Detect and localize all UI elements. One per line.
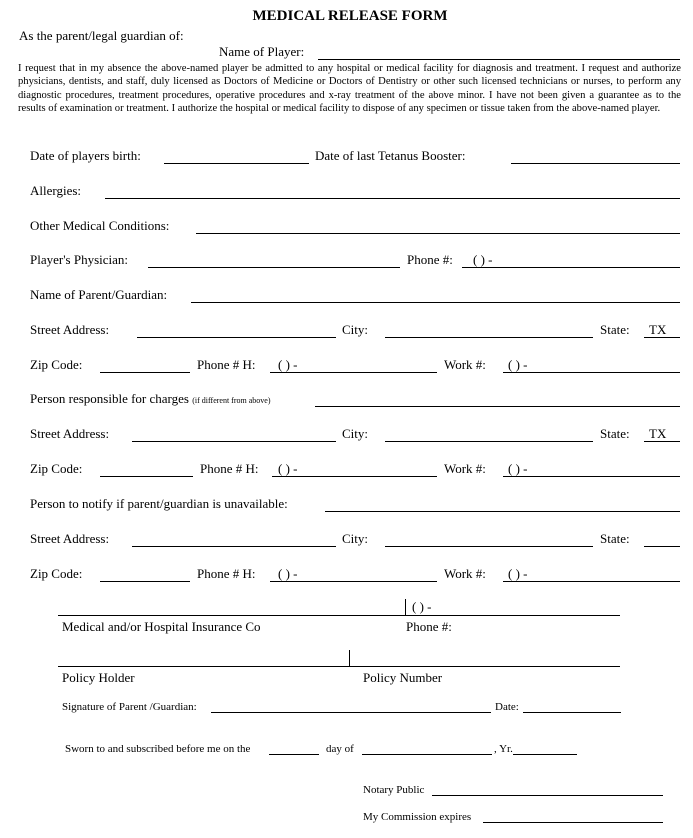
work-label-1: Work #:	[444, 357, 486, 372]
work-template-2: ( ) -	[508, 461, 528, 476]
policy-holder-label: Policy Holder	[62, 670, 135, 685]
other-conditions-label: Other Medical Conditions:	[30, 218, 170, 233]
state-value-1: TX	[649, 322, 667, 337]
state-label-2: State:	[600, 426, 630, 441]
phone-h-field-2[interactable]	[272, 476, 437, 477]
phone-h-template-3: ( ) -	[278, 566, 298, 581]
work-field-3[interactable]	[503, 581, 680, 582]
state-field-2[interactable]	[644, 441, 680, 442]
sworn-month-field[interactable]	[362, 754, 492, 755]
day-of-label: day of	[326, 743, 354, 755]
physician-field[interactable]	[148, 267, 400, 268]
policy-divider	[349, 650, 350, 666]
zip-label-3: Zip Code:	[30, 566, 83, 581]
guardian-intro: As the parent/legal guardian of:	[19, 28, 184, 43]
street-field-2[interactable]	[132, 441, 336, 442]
allergies-label: Allergies:	[30, 183, 82, 198]
work-label-2: Work #:	[444, 461, 486, 476]
street-field-3[interactable]	[132, 546, 336, 547]
tetanus-field[interactable]	[511, 163, 680, 164]
other-conditions-field[interactable]	[196, 233, 680, 234]
zip-label-2: Zip Code:	[30, 461, 83, 476]
work-label-3: Work #:	[444, 566, 486, 581]
yr-label: , Yr.	[494, 743, 513, 755]
sworn-year-field[interactable]	[513, 754, 577, 755]
date-field[interactable]	[523, 712, 621, 713]
sworn-label: Sworn to and subscribed before me on the	[65, 743, 251, 755]
physician-phone-template: ( ) -	[473, 252, 493, 267]
city-field-3[interactable]	[385, 546, 593, 547]
phone-h-template-2: ( ) -	[278, 461, 298, 476]
commission-field[interactable]	[483, 822, 663, 823]
responsible-label	[30, 391, 271, 407]
physician-phone-label: Phone #:	[407, 252, 453, 267]
work-field-2[interactable]	[503, 476, 680, 477]
street-label-3: Street Address:	[30, 531, 110, 546]
city-label-3: City:	[342, 531, 369, 546]
allergies-field[interactable]	[105, 198, 680, 199]
work-field-1[interactable]	[503, 372, 680, 373]
dob-label: Date of players birth:	[30, 148, 141, 163]
notary-label: Notary Public	[363, 784, 425, 796]
phone-h-label-3: Phone # H:	[197, 566, 256, 581]
name-of-player-label: Name of Player:	[219, 44, 305, 59]
phone-h-template-1: ( ) -	[278, 357, 298, 372]
insurance-label: Medical and/or Hospital Insurance Co	[62, 619, 261, 634]
policy-number-label: Policy Number	[363, 670, 443, 685]
notify-label: Person to notify if parent/guardian is unavailable:	[30, 496, 288, 511]
insurance-field[interactable]	[58, 615, 620, 616]
physician-phone-field[interactable]	[462, 267, 680, 268]
responsible-field[interactable]	[315, 406, 680, 407]
policy-field[interactable]	[58, 666, 620, 667]
insurance-divider	[405, 599, 406, 615]
zip-field-1[interactable]	[100, 372, 190, 373]
zip-field-3[interactable]	[100, 581, 190, 582]
state-field-1[interactable]	[644, 337, 680, 338]
street-field-1[interactable]	[137, 337, 336, 338]
responsible-label-text: Person responsible for charges	[30, 391, 189, 406]
parent-name-field[interactable]	[191, 302, 680, 303]
state-label-3: State:	[600, 531, 630, 546]
insurance-phone-label: Phone #:	[406, 619, 452, 634]
sworn-day-field[interactable]	[269, 754, 319, 755]
notify-field[interactable]	[325, 511, 680, 512]
phone-h-label-1: Phone # H:	[197, 357, 256, 372]
responsible-note: (if different from above)	[192, 396, 271, 405]
street-label-2: Street Address:	[30, 426, 110, 441]
phone-h-field-1[interactable]	[270, 372, 437, 373]
city-field-2[interactable]	[385, 441, 593, 442]
work-template-1: ( ) -	[508, 357, 528, 372]
signature-label: Signature of Parent /Guardian:	[62, 701, 197, 713]
city-label-1: City:	[342, 322, 369, 337]
state-label-1: State:	[600, 322, 630, 337]
form-title: MEDICAL RELEASE FORM	[252, 8, 448, 24]
parent-name-label: Name of Parent/Guardian:	[30, 287, 168, 302]
notary-field[interactable]	[432, 795, 663, 796]
state-value-2: TX	[649, 426, 667, 441]
signature-field[interactable]	[211, 712, 491, 713]
city-label-2: City:	[342, 426, 369, 441]
phone-h-label-2: Phone # H:	[200, 461, 259, 476]
physician-label: Player's Physician:	[30, 252, 129, 267]
zip-label-1: Zip Code:	[30, 357, 83, 372]
state-field-3[interactable]	[644, 546, 680, 547]
phone-h-field-3[interactable]	[270, 581, 437, 582]
city-field-1[interactable]	[385, 337, 593, 338]
tetanus-label: Date of last Tetanus Booster:	[315, 148, 466, 163]
street-label-1: Street Address:	[30, 322, 110, 337]
name-of-player-field[interactable]	[318, 59, 680, 60]
dob-field[interactable]	[164, 163, 309, 164]
consent-paragraph: I request that in my absence the above-named player be admitted to any hospital or medical facility for diagnosis and treatment. I request and authorize physicians, dentists, and staff, duly licensed as Doctors of Medicine or Doctors of Dentistry or other such licensed technicians or nurses, to perform any diagnostic procedures, treatment procedures, operative procedures and x-ray treatment of the above minor. I have not been given a guarantee as to the results of examination or treatment. I authorize the hospital or medical facility to dispose of any specimen or tissue taken from the above-named player.	[18, 63, 681, 114]
work-template-3: ( ) -	[508, 566, 528, 581]
commission-label: My Commission expires	[363, 811, 472, 823]
insurance-phone-template: ( ) -	[412, 599, 432, 614]
date-label: Date:	[495, 701, 519, 713]
zip-field-2[interactable]	[100, 476, 193, 477]
